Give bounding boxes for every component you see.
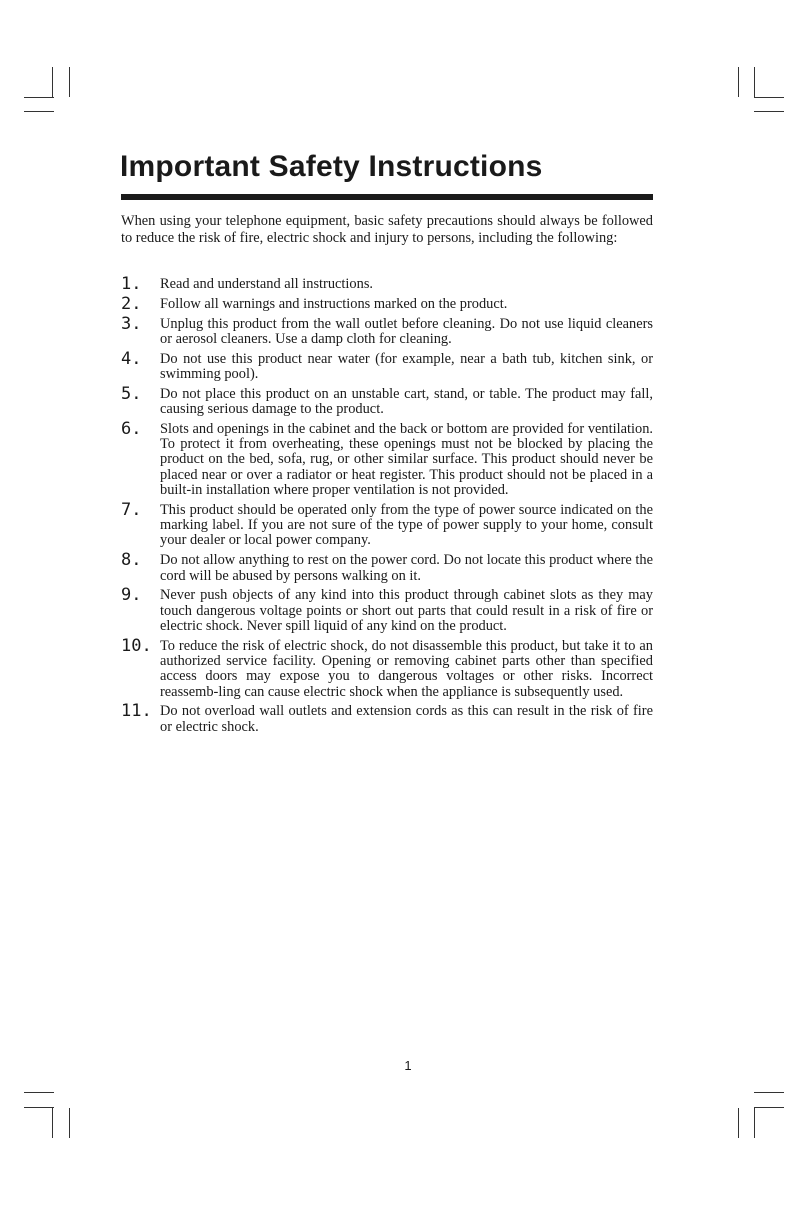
item-text: Never push objects of any kind into this product through cabinet slots as they may touch dangerous voltage points or short out parts that could result in a risk of fire or electric shock. Never spill liquid of any kind on the product. <box>160 587 653 634</box>
item-number: 1. <box>121 274 142 294</box>
list-item <box>121 313 653 348</box>
item-text: Do not overload wall outlets and extension cords as this can result in the risk of fire or electric shock. <box>160 703 653 735</box>
crop-mark-top-right-horizontal-lower <box>754 111 784 112</box>
item-text: Do not allow anything to rest on the power cord. Do not locate this product where the cord will be abused by persons walking on it. <box>160 552 653 584</box>
item-number: 11. <box>121 701 152 722</box>
list-item <box>121 348 653 383</box>
item-number: 8. <box>121 550 142 571</box>
list-item <box>121 499 653 549</box>
item-number: 4. <box>121 348 142 369</box>
item-number: 7. <box>121 499 142 520</box>
item-text: Slots and openings in the cabinet and the back or bottom are provided for ventilation. To protect it from overheating, these openings must not be blocked by placing the product on the bed, sofa, rug, or other similar surface. This product should never be placed near or over a radiator or heat register. This product should not be placed in a built-in installation where proper ventilation is not provided. <box>160 420 653 499</box>
item-text: This product should be operated only from the type of power source indicated on the marking label. If you are not sure of the type of power supply to your home, consult your dealer or local power company. <box>160 501 653 549</box>
item-number: 3. <box>121 313 142 334</box>
safety-instructions-list <box>121 274 653 740</box>
crop-mark-top-left-horizontal-lower <box>24 111 54 112</box>
item-text: Read and understand all instructions. <box>160 276 374 292</box>
list-item <box>121 550 653 584</box>
item-text: Do not place this product on an unstable cart, stand, or table. The product may fall, causing serious damage to the product. <box>160 385 653 418</box>
item-number: 9. <box>121 585 142 606</box>
list-item <box>121 585 653 634</box>
list-item <box>121 701 653 735</box>
item-number: 2. <box>121 293 142 314</box>
item-text: Unplug this product from the wall outlet before cleaning. Do not use liquid cleaners or aerosol cleaners. Use a damp cloth for cleaning. <box>160 315 653 347</box>
list-item <box>121 418 653 499</box>
crop-mark-top-left-vertical-outer <box>52 67 53 97</box>
crop-mark-top-left-vertical-inner <box>69 67 70 97</box>
crop-mark-bottom-right-vertical-inner <box>738 1108 739 1138</box>
crop-mark-top-right-vertical-inner <box>738 67 739 97</box>
crop-mark-bottom-right-vertical-outer <box>754 1108 755 1138</box>
list-item <box>121 293 653 314</box>
crop-mark-bottom-left-horizontal <box>24 1107 54 1108</box>
page-title: Important Safety Instructions <box>120 150 543 183</box>
page-number: 1 <box>404 1058 412 1073</box>
intro-paragraph: When using your telephone equipment, basic safety precautions should always be followed to reduce the risk of fire, electric shock and injury to persons, including the following: <box>121 213 653 246</box>
item-text: Follow all warnings and instructions marked on the product. <box>160 295 508 312</box>
list-item <box>121 383 653 418</box>
title-rule <box>121 194 653 200</box>
item-text: Do not use this product near water (for example, near a bath tub, kitchen sink, or swimming pool). <box>160 350 653 382</box>
item-number: 10. <box>121 635 152 656</box>
crop-mark-bottom-right-horizontal <box>754 1107 784 1108</box>
crop-mark-top-right-vertical-outer <box>754 67 755 97</box>
list-item <box>121 274 653 294</box>
item-number: 5. <box>121 383 142 404</box>
crop-mark-bottom-left-horizontal-upper <box>24 1092 54 1093</box>
crop-mark-bottom-right-horizontal-upper <box>754 1092 784 1093</box>
crop-mark-top-left-horizontal <box>24 97 54 98</box>
crop-mark-bottom-left-vertical-outer <box>52 1108 53 1138</box>
crop-mark-bottom-left-vertical-inner <box>69 1108 70 1138</box>
list-item <box>121 635 653 700</box>
item-text: To reduce the risk of electric shock, do not disassemble this product, but take it to an authorized service facility. Opening or removing cabinet parts other than specified access doors may expose you to dangerous voltages or other risks. Incorrect reassemb-ling can cause electric shock when the appliance is subsequently used. <box>160 637 653 700</box>
item-number: 6. <box>121 418 142 439</box>
crop-mark-top-right-horizontal <box>754 97 784 98</box>
